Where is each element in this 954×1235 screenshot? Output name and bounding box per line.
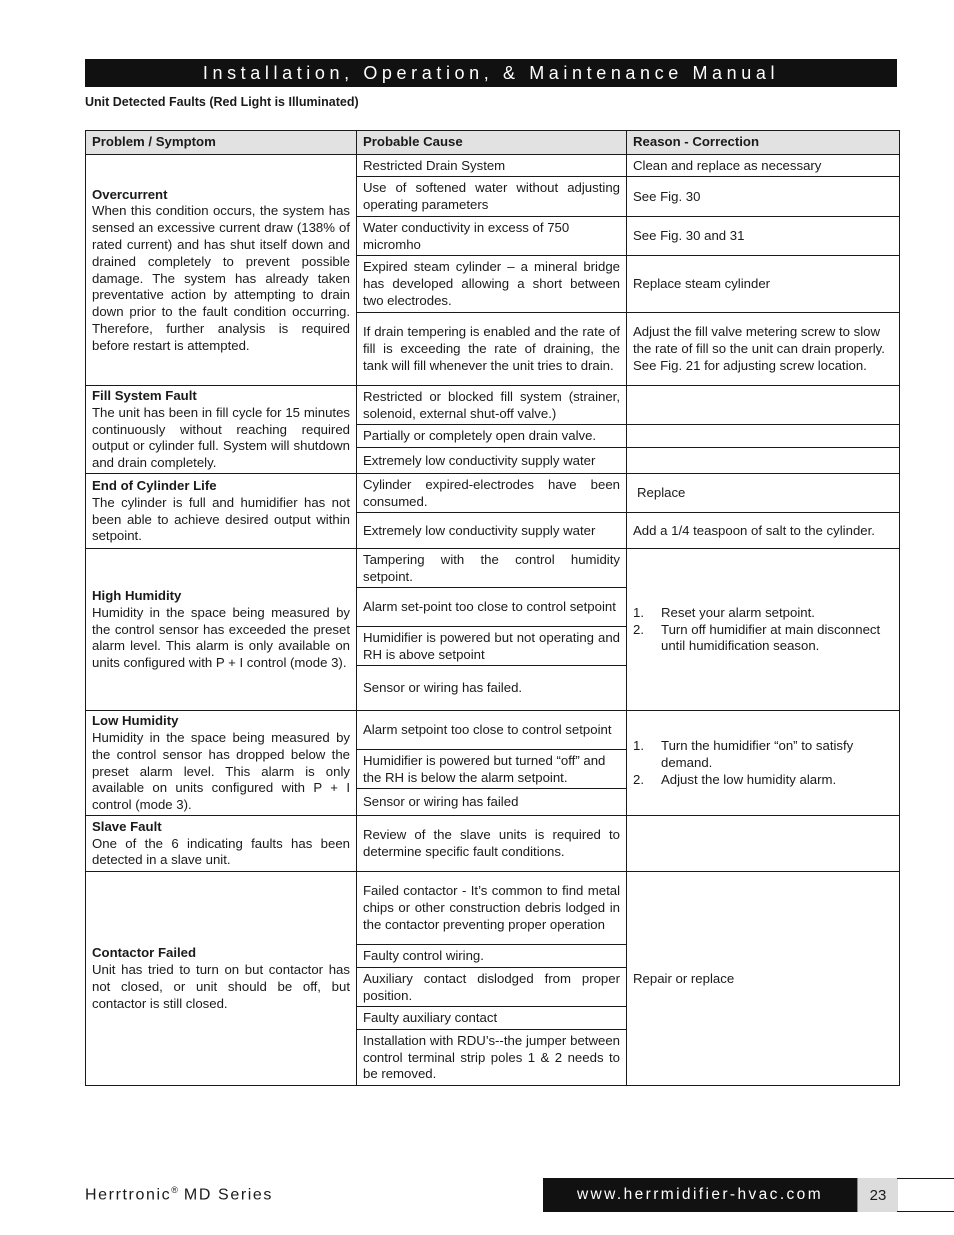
- faults-table: [85, 130, 900, 1086]
- correction-steps: [633, 738, 893, 788]
- step-number: 2.: [633, 771, 644, 787]
- section-title: Unit Detected Faults (Red Light is Illuminated): [85, 95, 359, 109]
- correction-cell: See Fig. 30: [627, 177, 900, 217]
- correction-cell: [627, 386, 900, 425]
- step-number: 2.: [633, 621, 644, 637]
- table-row: [86, 155, 900, 177]
- correction-cell: [627, 816, 900, 872]
- cause-cell: Use of softened water without adjusting operating parameters: [357, 177, 627, 217]
- website-text: www.herrmidifier-hvac.com: [576, 1186, 824, 1203]
- correction-cell-high-humidity: [627, 549, 900, 711]
- footer-rule: [897, 1178, 954, 1212]
- problem-cell-end-of-cylinder-life: [86, 474, 357, 549]
- problem-cell-low-humidity: [86, 711, 357, 816]
- page-number-box: [857, 1178, 898, 1212]
- cause-cell: Alarm set-point too close to control setpoint: [357, 588, 627, 627]
- table-row: [86, 474, 900, 513]
- cause-cell: Installation with RDU’s--the jumper between control terminal strip poles 1 & 2 needs to be removed.: [357, 1030, 627, 1086]
- cause-cell: Extremely low conductivity supply water: [357, 448, 627, 474]
- cause-cell: If drain tempering is enabled and the rate of fill is exceeding the rate of draining, the tank will fill whenever the unit tries to drain.: [357, 313, 627, 386]
- problem-title: Low Humidity: [92, 713, 179, 729]
- table-row: [86, 549, 900, 588]
- correction-step: [633, 772, 893, 789]
- problem-description: When this condition occurs, the system has sensed an excessive current draw (138% of rated current) and has shut itself down and drained completely to prevent possible damage. The system has already taken preventative action by attempting to drain down prior to the fault condition occurring. Therefore, further analysis is required before restart is attempted.: [92, 203, 350, 353]
- correction-cell: [627, 448, 900, 474]
- problem-title: Overcurrent: [92, 186, 168, 202]
- step-text: Turn off humidifier at main disconnect until humidification season.: [661, 621, 881, 654]
- problem-title: End of Cylinder Life: [92, 477, 217, 493]
- correction-text: Replace: [637, 485, 686, 501]
- correction-cell: [627, 474, 900, 513]
- cause-cell: Water conductivity in excess of 750 micromho: [357, 217, 627, 256]
- table-row: [86, 816, 900, 872]
- cause-cell: Restricted or blocked fill system (strainer, solenoid, external shut-off valve.): [357, 386, 627, 425]
- column-header-cause: Probable Cause: [357, 131, 627, 155]
- page-number: 23: [869, 1186, 887, 1204]
- cause-cell: Faulty control wiring.: [357, 945, 627, 968]
- correction-cell-low-humidity: [627, 711, 900, 816]
- correction-cell: [627, 425, 900, 448]
- table-header-row: [86, 131, 900, 155]
- problem-description: The cylinder is full and humidifier has not been able to achieve desired output within setpoint.: [92, 494, 350, 544]
- correction-cell: Replace steam cylinder: [627, 256, 900, 313]
- cause-cell: Expired steam cylinder – a mineral bridge has developed allowing a short between two electrodes.: [357, 256, 627, 313]
- cause-cell: Humidifier is powered but not operating and RH is above setpoint: [357, 627, 627, 666]
- problem-cell-high-humidity: [86, 549, 357, 711]
- cause-cell: Cylinder expired-electrodes have been consumed.: [357, 474, 627, 513]
- problem-title: Fill System Fault: [92, 388, 197, 403]
- problem-cell-overcurrent: [86, 155, 357, 386]
- series-name: Herrtronic: [85, 1186, 172, 1204]
- correction-step: [633, 605, 893, 622]
- cause-cell: Sensor or wiring has failed: [357, 789, 627, 816]
- correction-step: [633, 738, 893, 772]
- step-text: Turn the humidifier “on” to satisfy demand.: [661, 738, 854, 771]
- problem-description: Humidity in the space being measured by the control sensor has exceeded the preset alarm level. This alarm is only available on units configured with P + I control (mode 3).: [92, 604, 350, 671]
- registered-mark: ®: [171, 1185, 178, 1195]
- table-row: [86, 872, 900, 945]
- cause-cell: Extremely low conductivity supply water: [357, 513, 627, 549]
- cause-cell: Restricted Drain System: [357, 155, 627, 177]
- problem-cell-slave-fault: [86, 816, 357, 872]
- cause-cell: Alarm setpoint too close to control setpoint: [357, 711, 627, 750]
- cause-cell: Tampering with the control humidity setpoint.: [357, 549, 627, 588]
- series-suffix: MD Series: [177, 1186, 273, 1204]
- step-number: 1.: [633, 738, 644, 754]
- problem-description: Humidity in the space being measured by the control sensor has dropped below the preset alarm level. This alarm is only available on units configured with P + I control (mode 3).: [92, 729, 350, 813]
- step-text: Adjust the low humidity alarm.: [661, 771, 837, 787]
- problem-title: Contactor Failed: [92, 945, 197, 961]
- correction-cell: Clean and replace as necessary: [627, 155, 900, 177]
- footer-website: [543, 1178, 857, 1212]
- problem-title: High Humidity: [92, 588, 182, 603]
- correction-steps: [633, 605, 893, 655]
- problem-title: Slave Fault: [92, 818, 162, 834]
- problem-cell-contactor-failed: [86, 872, 357, 1086]
- correction-cell-contactor-failed: Repair or replace: [627, 872, 900, 1086]
- cause-cell: Humidifier is powered but turned “off” and the RH is below the alarm setpoint.: [357, 750, 627, 789]
- table-row: [86, 386, 900, 425]
- cause-cell: Sensor or wiring has failed.: [357, 666, 627, 711]
- problem-description: One of the 6 indicating faults has been detected in a slave unit.: [92, 835, 350, 868]
- manual-header-bar: [85, 59, 897, 87]
- column-header-problem: Problem / Symptom: [86, 131, 357, 155]
- column-header-correction: Reason - Correction: [627, 131, 900, 155]
- correction-step: [633, 622, 893, 656]
- cause-cell: Review of the slave units is required to determine specific fault conditions.: [357, 816, 627, 872]
- problem-cell-fill-system-fault: [86, 386, 357, 474]
- step-text: Reset your alarm setpoint.: [661, 604, 815, 620]
- correction-cell: Add a 1/4 teaspoon of salt to the cylinder.: [627, 513, 900, 549]
- cause-cell: Faulty auxiliary contact: [357, 1007, 627, 1030]
- cause-cell: Auxiliary contact dislodged from proper position.: [357, 968, 627, 1007]
- table-row: [86, 711, 900, 750]
- problem-description: Unit has tried to turn on but contactor has not closed, or unit should be off, but contactor is still closed.: [92, 962, 350, 1011]
- correction-cell: Adjust the fill valve metering screw to slow the rate of fill so the unit can drain properly. See Fig. 21 for adjusting screw location.: [627, 313, 900, 386]
- cause-cell: Failed contactor - It’s common to find metal chips or other construction debris lodged in the contactor preventing proper operation: [357, 872, 627, 945]
- manual-title: Installation, Operation, & Maintenance Manual: [202, 62, 780, 83]
- step-number: 1.: [633, 604, 644, 620]
- footer-series-name: [85, 1185, 273, 1204]
- problem-description: The unit has been in fill cycle for 15 minutes continuously without reaching required output or cylinder full. System will shutdown and drain completely.: [92, 404, 350, 471]
- cause-cell: Partially or completely open drain valve.: [357, 425, 627, 448]
- correction-cell: See Fig. 30 and 31: [627, 217, 900, 256]
